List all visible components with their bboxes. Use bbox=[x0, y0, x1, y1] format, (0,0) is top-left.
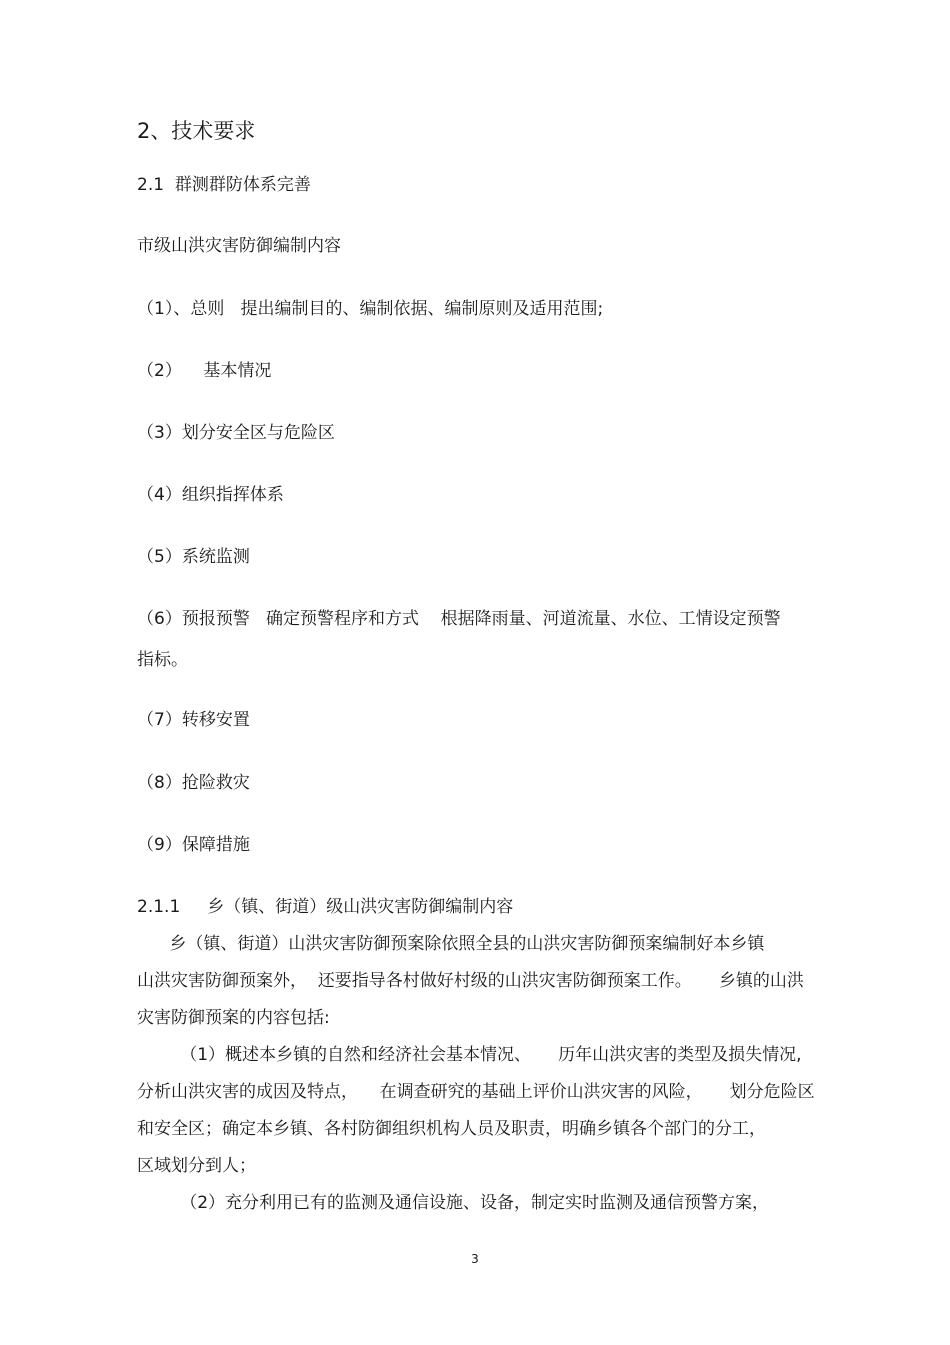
paragraph-line: （2）充分利用已有的监测及通信设施、设备，制定实时监测及通信预警方案， bbox=[137, 1193, 770, 1213]
list-item: （4）组织指挥体系 bbox=[137, 485, 284, 505]
subsection-heading-2-1-1: 2.1.1 乡（镇、街道）级山洪灾害防御编制内容 bbox=[137, 897, 514, 917]
list-item: （1）、总则 提出编制目的、编制依据、编制原则及适用范围; bbox=[137, 299, 604, 319]
paragraph-line: 和安全区；确定本乡镇、各村防御组织机构人员及职责，明确乡镇各个部门的分工， bbox=[137, 1119, 766, 1139]
paragraph-line: 乡（镇、街道）山洪灾害防御预案除依照全县的山洪灾害防御预案编制好本乡镇 bbox=[137, 934, 765, 954]
paragraph-line: 分析山洪灾害的成因及特点， 在调查研究的基础上评价山洪灾害的风险， 划分危险区 bbox=[137, 1082, 815, 1102]
paragraph-line: 区域划分到人； bbox=[137, 1156, 256, 1176]
list-item: （6）预报预警 确定预警程序和方式 根据降雨量、河道流量、水位、工情设定预警 bbox=[137, 609, 781, 629]
paragraph-line: （1）概述本乡镇的自然和经济社会基本情况、 历年山洪灾害的类型及损失情况, bbox=[137, 1045, 802, 1065]
subsection-heading-2-1: 2.1 群测群防体系完善 bbox=[137, 175, 311, 195]
section-heading: 2、技术要求 bbox=[137, 119, 256, 143]
list-item: （5）系统监测 bbox=[137, 547, 250, 567]
list-item: （2） 基本情况 bbox=[137, 361, 272, 381]
paragraph-line: 灾害防御预案的内容包括: bbox=[137, 1008, 330, 1028]
list-item: （8）抢险救灾 bbox=[137, 773, 250, 793]
list-item: （3）划分安全区与危险区 bbox=[137, 423, 335, 443]
page-number: 3 bbox=[471, 1252, 479, 1266]
list-item: （9）保障措施 bbox=[137, 835, 250, 855]
list-item: （7）转移安置 bbox=[137, 710, 250, 730]
city-plan-title: 市级山洪灾害防御编制内容 bbox=[137, 236, 341, 256]
paragraph-line: 山洪灾害防御预案外， 还要指导各村做好村级的山洪灾害防御预案工作。 乡镇的山洪 bbox=[137, 971, 804, 991]
list-item-continuation: 指标。 bbox=[137, 650, 188, 670]
